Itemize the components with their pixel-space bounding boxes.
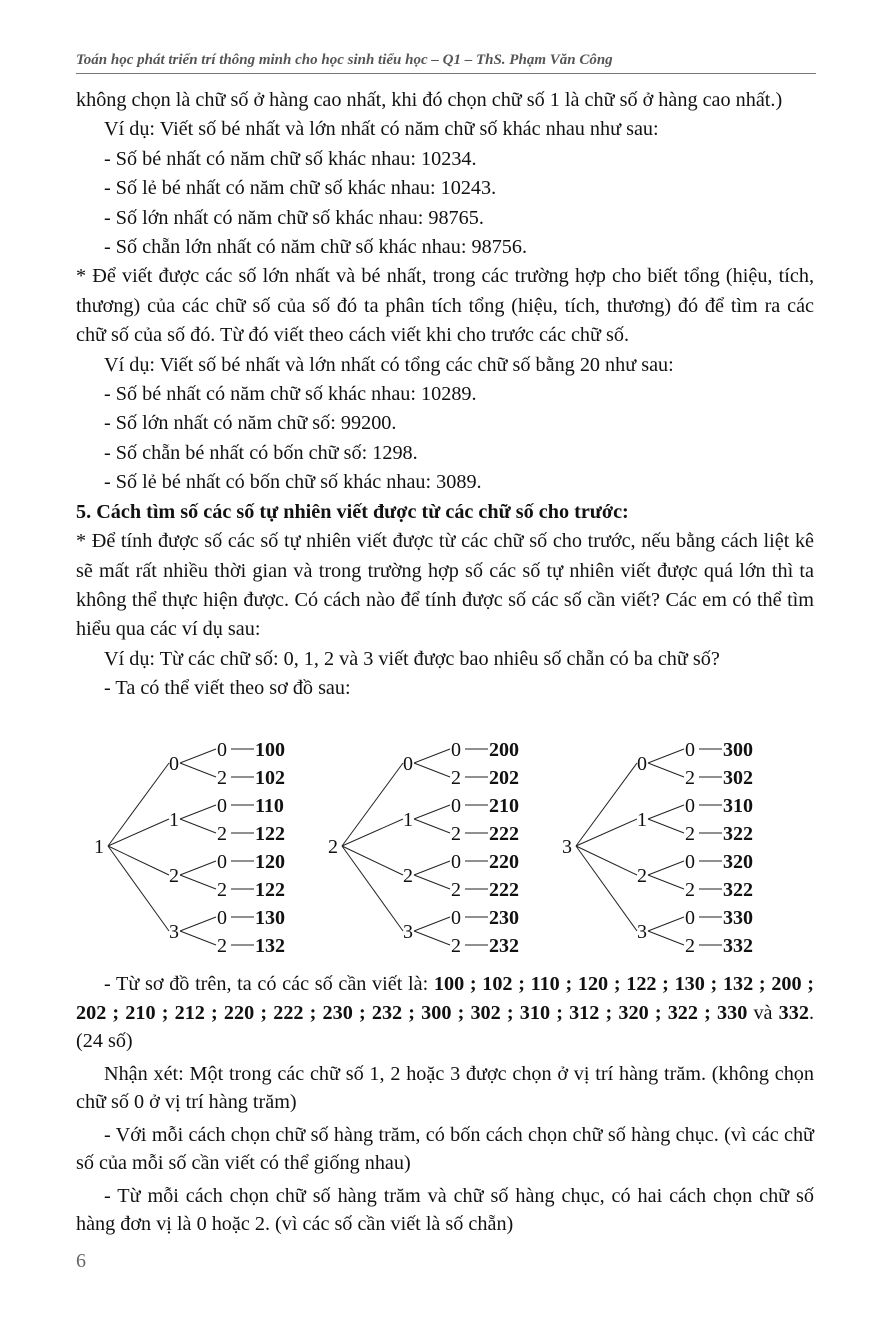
list-item: - Số lớn nhất có năm chữ số: 99200. [104, 412, 397, 435]
tree-branch-line [180, 749, 216, 763]
list-item: - Số bé nhất có năm chữ số khác nhau: 10289. [104, 383, 477, 406]
tree-result-number: 210 [489, 795, 519, 817]
section-heading: 5. Cách tìm số các số tự nhiên viết được từ các chữ số cho trước: [76, 500, 629, 523]
tree-tens-digit: 0 [169, 753, 179, 775]
tree-branch-line [180, 805, 216, 819]
tree-tens-digit: 0 [403, 753, 413, 775]
tree-branch-line [342, 763, 403, 846]
tree-units-digit: 0 [685, 907, 695, 929]
tree-result-number: 200 [489, 739, 519, 761]
tree-result-number: 202 [489, 767, 519, 789]
remark-paragraph: - Từ mỗi cách chọn chữ số hàng trăm và chữ số hàng chục, có hai cách chọn chữ số hàng đơn vị là 0 hoặc 2. (vì các số cần viết là số chẵn) [76, 1184, 814, 1235]
tree-tens-digit: 0 [637, 753, 647, 775]
tree-result-number: 322 [723, 879, 753, 901]
page-number: 6 [76, 1250, 86, 1272]
tree-branch-line [414, 931, 450, 945]
tree-result-number: 332 [723, 935, 753, 957]
tree-branch-line [180, 861, 216, 875]
tree-branch-line [414, 819, 450, 833]
tree-units-digit: 2 [451, 767, 461, 789]
tree-result-number: 230 [489, 907, 519, 929]
tree-result-number: 120 [255, 851, 285, 873]
tree-diagrams [76, 735, 816, 965]
tree-tens-digit: 3 [169, 921, 179, 943]
tree-result-number: 100 [255, 739, 285, 761]
tree-units-digit: 2 [217, 879, 227, 901]
tree-branch-line [342, 846, 403, 875]
example-paragraph: Ví dụ: Viết số bé nhất và lớn nhất có năm chữ số khác nhau như sau: [104, 118, 659, 141]
tree-root-digit: 3 [562, 836, 572, 858]
remark-paragraph: Nhận xét: Một trong các chữ số 1, 2 hoặc 3 được chọn ở vị trí hàng trăm. (không chọn chữ số 0 ở vị trí hàng trăm) [76, 1062, 814, 1113]
tree-branch-line [180, 819, 216, 833]
tree-result-number: 330 [723, 907, 753, 929]
tree-result-number: 132 [255, 935, 285, 957]
tree-result-number: 302 [723, 767, 753, 789]
tree-diagram-svg [76, 735, 816, 965]
tree-units-digit: 0 [685, 739, 695, 761]
tree-units-digit: 2 [685, 879, 695, 901]
tree-branch-line [648, 763, 684, 777]
tree-branch-line [414, 749, 450, 763]
tree-result-number: 300 [723, 739, 753, 761]
example-paragraph: Ví dụ: Từ các chữ số: 0, 1, 2 và 3 viết được bao nhiêu số chẵn có ba chữ số? [104, 647, 720, 670]
tree-branch-line [180, 931, 216, 945]
tree-branch-line [414, 875, 450, 889]
tree-branch-line [576, 819, 637, 846]
tree-units-digit: 2 [217, 823, 227, 845]
summary-and: và [747, 1001, 779, 1024]
tree-result-number: 310 [723, 795, 753, 817]
list-item: - Số chẵn bé nhất có bốn chữ số: 1298. [104, 441, 418, 464]
tree-tens-digit: 2 [169, 865, 179, 887]
tree-branch-line [342, 846, 403, 931]
list-item: - Số lớn nhất có năm chữ số khác nhau: 98765. [104, 206, 484, 229]
paragraph: - Ta có thể viết theo sơ đồ sau: [104, 677, 351, 700]
paragraph: * Để tính được số các số tự nhiên viết được từ các chữ số cho trước, nếu bằng cách liệt kê sẽ mất rất nhiều thời gian và trong trường hợp số các số tự nhiên viết được quá lớn thì ta không thể thực hiện được. Có cách nào để tính được số các số cần viết? Các em có thể tìm hiểu qua các ví dụ sau: [76, 530, 814, 641]
tree-branch-line [414, 805, 450, 819]
tree-branch-line [108, 846, 169, 875]
tree-root-digit: 1 [94, 836, 104, 858]
tree-result-number: 110 [255, 795, 284, 817]
tree-result-number: 102 [255, 767, 285, 789]
tree-branch-line [648, 875, 684, 889]
tree-units-digit: 2 [451, 935, 461, 957]
tree-result-number: 322 [723, 823, 753, 845]
summary-intro: - Từ sơ đồ trên, ta có các số cần viết là: [104, 973, 434, 995]
tree-units-digit: 0 [217, 907, 227, 929]
tree-units-digit: 0 [217, 739, 227, 761]
tree-root-digit: 2 [328, 836, 338, 858]
tree-units-digit: 0 [217, 851, 227, 873]
tree-branch-line [648, 819, 684, 833]
list-item: - Số chẵn lớn nhất có năm chữ số khác nhau: 98756. [104, 236, 528, 259]
tree-branch-line [108, 846, 169, 931]
tree-tens-digit: 1 [403, 809, 413, 831]
list-item: - Số lẻ bé nhất có năm chữ số khác nhau: 10243. [104, 177, 497, 200]
tree-branch-line [648, 749, 684, 763]
tree-units-digit: 2 [685, 935, 695, 957]
tree-result-number: 232 [489, 935, 519, 957]
tree-branch-line [648, 805, 684, 819]
summary-count: . (24 số) [76, 1001, 814, 1052]
remark-paragraph: - Với mỗi cách chọn chữ số hàng trăm, có bốn cách chọn chữ số hàng chục. (vì các chữ số của mỗi số cần viết có thể giống nhau) [76, 1123, 814, 1174]
upper-text-block [76, 86, 814, 704]
summary-last-number: 332 [778, 1001, 809, 1024]
tree-tens-digit: 1 [169, 809, 179, 831]
tree-units-digit: 0 [451, 795, 461, 817]
tree-branch-line [108, 763, 169, 846]
tree-tens-digit: 2 [637, 865, 647, 887]
tree-branch-line [180, 917, 216, 931]
tree-result-number: 222 [489, 879, 519, 901]
tree-branch-line [648, 861, 684, 875]
summary-number-list: 100 ; 102 ; 110 ; 120 ; 122 ; 130 ; 132 ; 200 ; 202 ; 210 ; 212 ; 220 ; 222 ; 230 ; 232 ; 300 ; 302 ; 310 ; 312 ; 320 ; 322 ; 330 [76, 973, 814, 1024]
tree-result-number: 122 [255, 879, 285, 901]
paragraph: không chọn là chữ số ở hàng cao nhất, khi đó chọn chữ số 1 là chữ số ở hàng cao nhất.) [76, 89, 783, 111]
tree-result-number: 122 [255, 823, 285, 845]
tree-branch-line [576, 846, 637, 931]
tree-branch-line [180, 763, 216, 777]
tree-branch-line [648, 917, 684, 931]
tree-branch-line [648, 931, 684, 945]
tree-result-number: 220 [489, 851, 519, 873]
tree-units-digit: 0 [451, 739, 461, 761]
tree-branch-line [576, 846, 637, 875]
tree-tens-digit: 3 [637, 921, 647, 943]
tree-units-digit: 2 [685, 823, 695, 845]
header-divider [76, 73, 816, 74]
tree-branch-line [342, 819, 403, 846]
tree-units-digit: 0 [451, 851, 461, 873]
paragraph: * Để viết được các số lớn nhất và bé nhất, trong các trường hợp cho biết tổng (hiệu, tích, thương) của các chữ số của số đó ta phân tích tổng (hiệu, tích, thương) đó để tìm ra các chữ số của số đó. Từ đó viết theo cách viết khi cho trước các chữ số. [76, 265, 814, 347]
tree-units-digit: 0 [685, 795, 695, 817]
tree-tens-digit: 1 [637, 809, 647, 831]
tree-tens-digit: 3 [403, 921, 413, 943]
tree-tens-digit: 2 [403, 865, 413, 887]
tree-branch-line [414, 861, 450, 875]
lower-text-block [76, 970, 814, 1239]
tree-branch-line [180, 875, 216, 889]
tree-branch-line [414, 917, 450, 931]
running-header: Toán học phát triển trí thông minh cho học sinh tiểu học – Q1 – ThS. Phạm Văn Công [76, 52, 613, 68]
tree-units-digit: 2 [217, 935, 227, 957]
tree-units-digit: 0 [217, 795, 227, 817]
tree-result-number: 222 [489, 823, 519, 845]
list-item: - Số bé nhất có năm chữ số khác nhau: 10234. [104, 147, 477, 170]
tree-units-digit: 2 [451, 879, 461, 901]
tree-result-number: 320 [723, 851, 753, 873]
example-paragraph: Ví dụ: Viết số bé nhất và lớn nhất có tổng các chữ số bằng 20 như sau: [104, 353, 674, 376]
tree-result-number: 130 [255, 907, 285, 929]
summary-paragraph [76, 970, 814, 1056]
tree-units-digit: 0 [451, 907, 461, 929]
tree-branch-line [414, 763, 450, 777]
tree-branch-line [108, 819, 169, 846]
tree-units-digit: 2 [217, 767, 227, 789]
list-item: - Số lẻ bé nhất có bốn chữ số khác nhau: 3089. [104, 471, 482, 494]
tree-units-digit: 2 [451, 823, 461, 845]
tree-branch-line [576, 763, 637, 846]
tree-units-digit: 0 [685, 851, 695, 873]
tree-units-digit: 2 [685, 767, 695, 789]
